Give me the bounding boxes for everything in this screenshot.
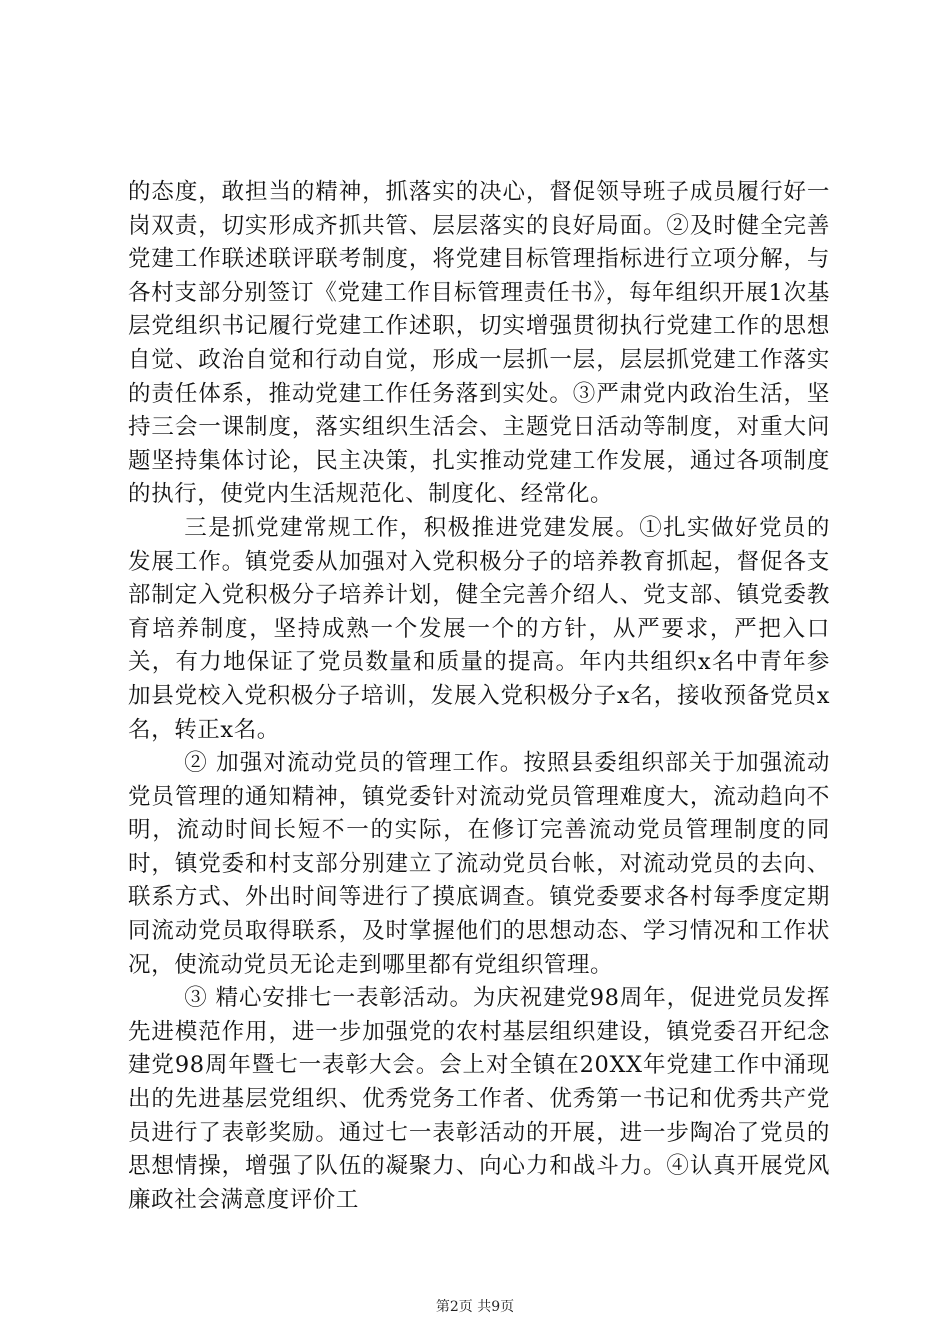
paragraph-2: 三是抓党建常规工作，积极推进党建发展。①扎实做好党员的发展工作。镇党委从加强对入党积极分子的培养教育抓起，督促各支部制定入党积极分子培养计划，健全完善介绍人、党支部、镇党委教育培养制度，坚持成熟一个发展一个的方针，从严要求，严把入口关，有力地保证了党员数量和质量的提高。年内共组织x名中青年参加县党校入党积极分子培训，发展入党积极分子x名，接收预备党员x名，转正x名。 (128, 514, 830, 743)
paragraph-1: 的态度，敢担当的精神，抓落实的决心，督促领导班子成员履行好一岗双责，切实形成齐抓共管、层层落实的良好局面。②及时健全完善党建工作联述联评联考制度，将党建目标管理指标进行立项分解，与各村支部分别签订《党建工作目标管理责任书》，每年组织开展1次基层党组织书记履行党建工作述职，切实增强贯彻执行党建工作的思想自觉、政治自觉和行动自觉，形成一层抓一层，层层抓党建工作落实的责任体系，推动党建工作任务落到实处。③严肃党内政治生活，坚持三会一课制度，落实组织生活会、主题党日活动等制度，对重大问题坚持集体讨论，民主决策，扎实推动党建工作发展，通过各项制度的执行，使党内生活规范化、制度化、经常化。 (128, 179, 830, 508)
paragraph-4: ③ 精心安排七一表彰活动。为庆祝建党98周年，促进党员发挥先进模范作用，进一步加强党的农村基层组织建设，镇党委召开纪念建党98周年暨七一表彰大会。会上对全镇在20XX年党建工作中涌现出的先进基层党组织、优秀党务工作者、优秀第一书记和优秀共产党员进行了表彰奖励。通过七一表彰活动的开展，进一步陶冶了党员的思想情操，增强了队伍的凝聚力、向心力和战斗力。④认真开展党风廉政社会满意度评价工 (128, 985, 830, 1213)
paragraph-3: ② 加强对流动党员的管理工作。按照县委组织部关于加强流动党员管理的通知精神，镇党委针对流动党员管理难度大，流动趋向不明，流动时间长短不一的实际，在修订完善流动党员管理制度的同时，镇党委和村支部分别建立了流动党员台帐，对流动党员的去向、联系方式、外出时间等进行了摸底调查。镇党委要求各村每季度定期同流动党员取得联系，及时掌握他们的思想动态、学习情况和工作状况，使流动党员无论走到哪里都有党组织管理。 (128, 750, 830, 978)
page-footer: 第2页 共9页 (435, 1299, 515, 1315)
document-body (128, 176, 830, 1217)
